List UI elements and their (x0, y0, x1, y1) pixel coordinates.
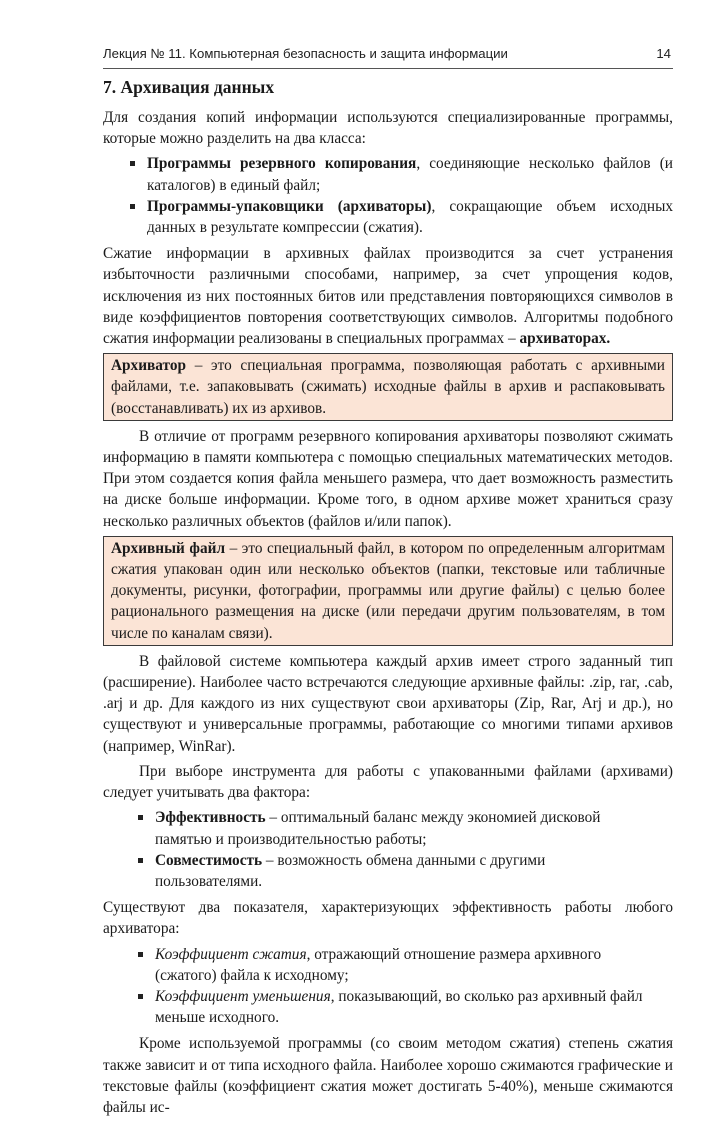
list-item-term: Коэффициент сжатия (155, 945, 307, 963)
list-item (103, 986, 653, 1028)
list-item-term: Коэффициент уменьшения (155, 987, 331, 1005)
definition-term: Архивный файл (111, 539, 226, 557)
file-types-paragraph: В файловой системе компьютера каждый архив имеет строго заданный тип (расширение). Наиболее часто встречаются следующие архивные файлы: .zip, rar, .cab, .arj и др. Для каждого из них существуют свои архиваторы (Zip, Rar, Arj и др.), но существуют и универсальные программы, работающие со многими типами архивов (например, WinRar). (103, 652, 673, 755)
definition-text: – это специальная программа, позволяющая работать с архивными файлами, т.е. запаковывать (сжимать) исходные файлы в архив и распаковывать (восстанавливать) их из архивов. (111, 357, 665, 417)
choice-paragraph: При выборе инструмента для работы с упакованными файлами (архивами) следует учитывать два фактора: (103, 762, 673, 802)
indicators-paragraph: Существуют два показателя, характеризующих эффективность работы любого архиватора: (103, 899, 673, 938)
compression-text: Сжатие информации в архивных файлах производится за счет устранения избыточности различными способами, например, за счет упрощения кодов, исключения из них постоянных битов или представления повторяющихся символов в виде коэффициентов повторения соответствующих символов. Алгоритмы подобного сжатия информации реализованы в специальных программах – (103, 245, 673, 348)
list-item-desc: – возможность обмена данными с другими пользователями. (155, 851, 546, 890)
list-item (103, 850, 653, 892)
list-item (103, 196, 673, 238)
difference-paragraph: В отличие от программ резервного копирования архиваторы позволяют сжимать информацию в памяти компьютера с помощью специальных математических методов. При этом создается копия файла меньшего размера, что дает возможность разместить на диске больше информации. Кроме того, в одном архиве может храниться сразу несколько различных объектов (файлов и/или папок). (103, 427, 673, 530)
list-item-term: Совместимость (155, 851, 263, 869)
list-item-desc: , отражающий отношение размера архивного (сжатого) файла к исходному; (155, 945, 602, 984)
intro-paragraph: Для создания копий информации используются специализированные программы, которые можно разделить на два класса: (103, 109, 673, 148)
list-item-term: Эффективность (155, 809, 266, 827)
definition-text: – это специальный файл, в котором по определенным алгоритмам сжатия упакован один или несколько объектов (папки, текстовые или табличные документы, рисунки, фотографии, программы или другие файлы) с целью более рационального размещения на диске (или передачи другим пользователям, в том числе по каналам связи). (111, 539, 665, 642)
list-item (103, 944, 653, 986)
program-classes-list (103, 153, 673, 238)
list-item (103, 153, 673, 195)
list-item-desc: , сокращающие объем исходных данных в результате компрессии (сжатия). (147, 197, 673, 237)
list-item-desc: , соединяющие несколько файлов (и каталогов) в единый файл; (147, 155, 673, 194)
list-item-term: Программы-упаковщики (архиваторы) (147, 197, 432, 215)
indicators-list (103, 944, 673, 1029)
list-item-desc: – оптимальный баланс между экономией дисковой памятью и производительностью работы; (155, 809, 601, 848)
section-heading: 7. Архивация данных (103, 77, 275, 97)
page-header (103, 46, 673, 69)
list-item-desc: , показывающий, во сколько раз архивный файл меньше исходного. (155, 987, 643, 1027)
definition-box-archive-file (103, 536, 673, 646)
factors-list (103, 807, 673, 892)
compression-term: архиваторах. (519, 330, 611, 348)
definition-box-archiver (103, 353, 673, 421)
page-content (103, 76, 673, 1122)
header-title: Лекция № 11. Компьютерная безопасность и защита информации (103, 46, 508, 61)
compression-paragraph (103, 243, 673, 349)
definition-term: Архиватор (111, 357, 186, 375)
list-item (103, 807, 653, 849)
page-number: 14 (656, 46, 671, 61)
file-type-compression-paragraph: Кроме используемой программы (со своим методом сжатия) степень сжатия также зависит и от типа исходного файла. Наиболее хорошо сжимаются графические и текстовые файлы (коэффициент сжатия может достигать 5-40%), меньше сжимаются файлы ис- (103, 1035, 673, 1116)
list-item-term: Программы резервного копирования (147, 155, 417, 173)
